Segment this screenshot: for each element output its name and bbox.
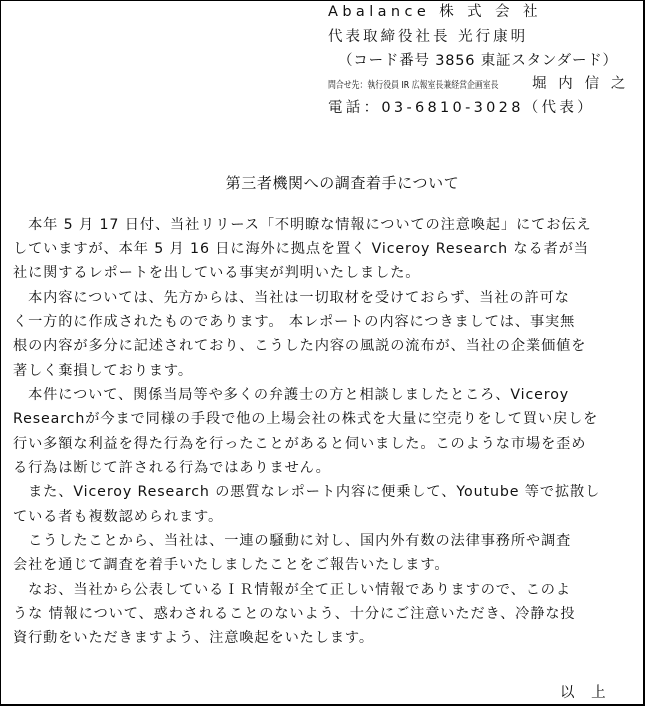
document-title [1, 172, 644, 193]
body-line: 本内容については、先方からは、当社は一切取材を受けておらず、当社の許可な [13, 290, 570, 306]
company-name: Abalance 株 式 会 社 [328, 4, 542, 20]
phone-number: 電話：03-6810-3028（代表） [328, 100, 595, 116]
body-line: うな 情報について、惑わされることのないよう、十分にご注意いただき、冷静な投 [13, 606, 576, 622]
body-line: また、Viceroy Research の悪質なレポート内容に便乗して、Youtube 等で拡散し [13, 484, 601, 500]
document-title-text: 第三者機関への調査着手について [225, 174, 460, 192]
body-line: していますが、本年 5 月 16 日に海外に拠点を置く Viceroy Research なる者が当 [13, 241, 589, 257]
body-line: 資行動をいただきますよう、注意喚起をいたします。 [13, 630, 374, 646]
stock-code: （コード番号 3856 東証スタンダード） [338, 53, 618, 69]
body-line: なお、当社から公表しているＩＲ情報が全て正しい情報でありますので、このよ [13, 582, 571, 598]
body-line: 本件について、関係当局等や多くの弁護士の方と相談しましたところ、Viceroy [13, 387, 570, 403]
contact-name: 堀 内 信 之 [532, 76, 630, 92]
body-line: る行為は断じて許される行為ではありません。 [13, 460, 331, 476]
body-line: 会社を通じて調査を着手いたしましたことをご報告いたします。 [13, 557, 450, 573]
body-line: 行い多額な利益を得た行為を行ったことがあると伺いました。このような市場を歪め [13, 436, 587, 452]
contact-label: 問合せ先：執行役員 IR 広報室長兼経営企画室長 [328, 80, 499, 91]
body-line: 本年 5 月 17 日付、当社リリース「不明瞭な情報についての注意喚起」にてお伝え [13, 217, 592, 233]
body-line: 社に関するレポートを出している事実が判明いたしました。 [13, 265, 421, 281]
body-line: 根の内容が多分に記述されており、こうした内容の風説の流布が、当社の企業価値を [13, 338, 587, 354]
body-line: く一方的に作成されたものであります。 本レポートの内容につきましては、事実無 [13, 314, 576, 330]
closing-mark: 以 上 [560, 685, 612, 701]
body-line: こうしたことから、当社は、一連の騒動に対し、国内外有数の法律事務所や調査 [13, 533, 572, 549]
body-line: ている者も複数認められます。 [13, 509, 224, 525]
ceo-name: 代表取締役社長 光行康明 [328, 29, 529, 45]
body-line: Researchが今まで同様の手段で他の上場会社の株式を大量に空売りをして買い戻しを [13, 411, 599, 427]
body-line: 著しく棄損しております。 [13, 363, 193, 379]
document-header [1, 1, 644, 119]
